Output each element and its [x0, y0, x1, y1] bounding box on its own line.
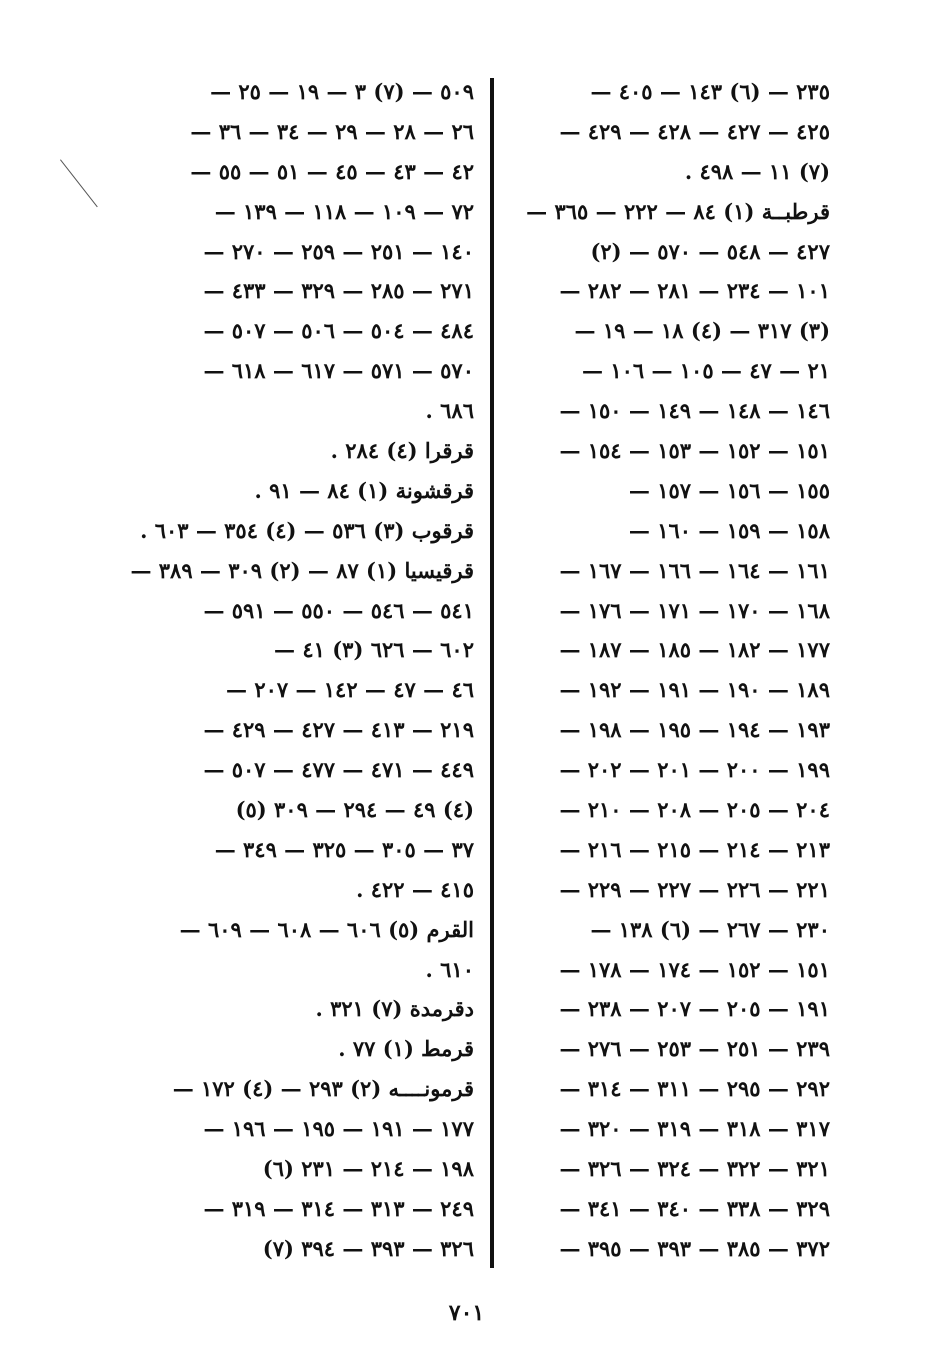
index-line: ٣٧٢ — ٣٨٥ — ٣٩٣ — ٣٩٥ — — [559, 1235, 830, 1261]
index-line: ٢٤٩ — ٣١٣ — ٣١٤ — ٣١٩ — — [203, 1195, 474, 1221]
index-line: ٤٢ — ٤٣ — ٤٥ — ٥١ — ٥٥ — — [190, 158, 474, 184]
index-line: ٥٧٠ — ٥٧١ — ٦١٧ — ٦١٨ — — [203, 358, 474, 384]
index-line: ٤١٥ — ٤٢٢ . — [356, 876, 474, 902]
index-line: ٢٣٥ — (٦) ١٤٣ — ٤٠٥ — — [590, 79, 830, 104]
index-line: ٣٧ — ٣٠٥ — ٣٢٥ — ٣٤٩ — — [214, 836, 474, 862]
index-line: ٤٤٩ — ٤٧١ — ٤٧٧ — ٥٠٧ — — [203, 757, 474, 783]
index-column-right — [512, 72, 830, 1269]
index-line: ٧٢ — ١٠٩ — ١١٨ — ١٣٩ — — [214, 198, 474, 224]
page-number: ٧٠١ — [448, 1300, 485, 1326]
index-line: ٦١٠ . — [425, 956, 474, 982]
index-line: ١٩٣ — ١٩٤ — ١٩٥ — ١٩٨ — — [559, 717, 830, 743]
index-line: ٤٢٧ — ٥٤٨ — ٥٧٠ — (٢) — [590, 238, 830, 264]
index-line: ٢٣٠ — ٢٦٧ — (٦) ١٣٨ — — [590, 916, 830, 942]
index-line: ٥٤١ — ٥٤٦ — ٥٥٠ — ٥٩١ — — [203, 597, 474, 623]
index-line: ٥٠٩ — (٧) ٣ — ١٩ — ٢٥ — — [210, 79, 474, 104]
index-line: ١٥١ — ١٥٢ — ١٥٣ — ١٥٤ — — [559, 438, 830, 464]
index-line: قرقشونة (١) ٨٤ — ٩١ . — [254, 477, 474, 503]
index-line: قرقيسيا (١) ٨٧ — (٢) ٣٠٩ — ٣٨٩ — — [130, 557, 474, 583]
index-line: ١٩١ — ٢٠٥ — ٢٠٧ — ٢٣٨ — — [559, 996, 830, 1022]
index-line: ٢١ — ٤٧ — ١٠٥ — ١٠٦ — — [582, 358, 830, 384]
index-line: ١٧٧ — ١٨٢ — ١٨٥ — ١٨٧ — — [559, 637, 830, 663]
index-line: ٣٢٩ — ٣٣٨ — ٣٤٠ — ٣٤١ — — [559, 1195, 830, 1221]
index-line: ١٥٨ — ١٥٩ — ١٦٠ — — [628, 517, 830, 543]
index-line: ٢٩٢ — ٢٩٥ — ٣١١ — ٣١٤ — — [559, 1076, 830, 1102]
index-line: ٢٠٤ — ٢٠٥ — ٢٠٨ — ٢١٠ — — [559, 797, 830, 823]
index-line: قرقرا (٤) ٢٨٤ . — [330, 438, 474, 464]
index-line: ١٧٧ — ١٩١ — ١٩٥ — ١٩٦ — — [203, 1116, 474, 1142]
index-line: القرم (٥) ٦٠٦ — ٦٠٨ — ٦٠٩ — — [179, 916, 474, 942]
index-line: ١٤٦ — ١٤٨ — ١٤٩ — ١٥٠ — — [559, 398, 830, 424]
index-line: ٢٧١ — ٢٨٥ — ٣٢٩ — ٤٣٣ — — [203, 278, 474, 304]
index-line: ٤٢٥ — ٤٢٧ — ٤٢٨ — ٤٢٩ — — [559, 118, 830, 144]
column-divider — [490, 78, 494, 1268]
index-line: ٢٣٩ — ٢٥١ — ٢٥٣ — ٢٧٦ — — [559, 1036, 830, 1062]
index-line: ١٦١ — ١٦٤ — ١٦٦ — ١٦٧ — — [559, 557, 830, 583]
index-line: ١٦٨ — ١٧٠ — ١٧١ — ١٧٦ — — [559, 597, 830, 623]
stray-pen-mark — [60, 159, 98, 207]
index-line: ١٨٩ — ١٩٠ — ١٩١ — ١٩٢ — — [559, 677, 830, 703]
index-line: قرقوب (٣) ٥٣٦ — (٤) ٣٥٤ — ٦٠٣ . — [140, 517, 474, 543]
index-line: ٦٠٢ — ٦٢٦ (٣) ٤١ — — [274, 637, 474, 663]
index-line: ٢٢١ — ٢٢٦ — ٢٢٧ — ٢٢٩ — — [559, 876, 830, 902]
index-line: ٣٢٦ — ٣٩٣ — ٣٩٤ (٧) — [262, 1235, 474, 1261]
index-line: ١٥٥ — ١٥٦ — ١٥٧ — — [628, 477, 830, 503]
index-line: ١٩٩ — ٢٠٠ — ٢٠١ — ٢٠٢ — — [559, 757, 830, 783]
index-line: (٤) ٤٩ — ٢٩٤ — ٣٠٩ (٥) — [235, 797, 474, 823]
index-line: ٤٦ — ٤٧ — ١٤٢ — ٢٠٧ — — [226, 677, 474, 703]
index-line: ١٤٠ — ٢٥١ — ٢٥٩ — ٢٧٠ — — [203, 238, 474, 264]
index-line: قرطبــة (١) ٨٤ — ٢٢٢ — ٣٦٥ — — [526, 198, 830, 224]
index-line: ٦٨٦ . — [425, 398, 474, 424]
index-column-left — [118, 72, 474, 1269]
index-line: ٢١٩ — ٤١٣ — ٤٢٧ — ٤٢٩ — — [203, 717, 474, 743]
index-line: ١٥١ — ١٥٢ — ١٧٤ — ١٧٨ — — [559, 956, 830, 982]
index-line: قرمط (١) ٧٧ . — [338, 1036, 474, 1062]
index-line: ٣٢١ — ٣٢٢ — ٣٢٤ — ٣٢٦ — — [559, 1156, 830, 1182]
index-line: ٢٦ — ٢٨ — ٢٩ — ٣٤ — ٣٦ — — [190, 118, 474, 144]
index-line: ٢١٣ — ٢١٤ — ٢١٥ — ٢١٦ — — [559, 836, 830, 862]
index-line: ٤٨٤ — ٥٠٤ — ٥٠٦ — ٥٠٧ — — [203, 318, 474, 344]
index-line: (٣) ٣١٧ — (٤) ١٨ — ١٩ — — [574, 318, 830, 344]
index-line: ١٠١ — ٢٣٤ — ٢٨١ — ٢٨٢ — — [559, 278, 830, 304]
index-line: قرمونــــه (٢) ٢٩٣ — (٤) ١٧٢ — — [172, 1076, 474, 1102]
index-line: ٣١٧ — ٣١٨ — ٣١٩ — ٣٢٠ — — [559, 1116, 830, 1142]
index-line: (٧) ١١ — ٤٩٨ . — [684, 158, 830, 184]
index-line: دقرمدة (٧) ٣٢١ . — [315, 996, 474, 1022]
index-line: ١٩٨ — ٢١٤ — ٢٣١ (٦) — [262, 1156, 474, 1182]
